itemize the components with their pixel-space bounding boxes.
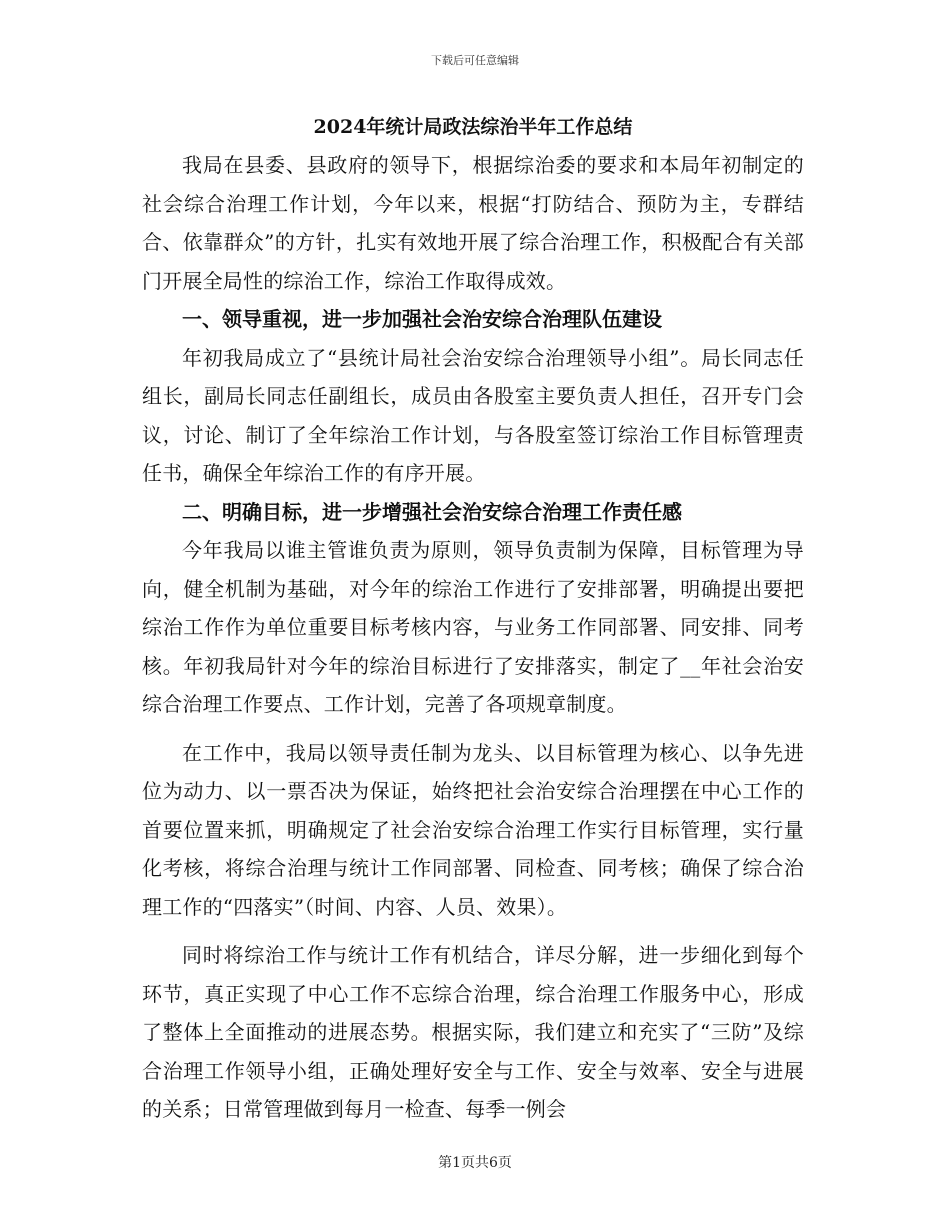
section-1-paragraph: 年初我局成立了“县统计局社会治安综合治理领导小组”。局长同志任组长，副局长同志任副组长，成员由各股室主要负责人担任，召开专门会议，讨论、制订了全年综治工作计划，与各股室签订综治工作目标管理责任书，确保全年综治工作的有序开展。: [142, 345, 804, 485]
section-1-heading: 一、领导重视，进一步加强社会治安综合治理队伍建设: [182, 307, 662, 331]
section-2-paragraph-3: 同时将综治工作与统计工作有机结合，详尽分解，进一步细化到每个环节，真正实现了中心工作不忘综合治理，综合治理工作服务中心，形成了整体上全面推动的进展态势。根据实际，我们建立和充实了“三防”及综合治理工作领导小组，正确处理好安全与工作、安全与效率、安全与进展的关系；日常管理做到每月一检查、每季一例会: [142, 943, 804, 1121]
section-2-heading: 二、明确目标，进一步增强社会治安综合治理工作责任感: [182, 499, 682, 524]
section-2-paragraph-2: 在工作中，我局以领导责任制为龙头、以目标管理为核心、以争先进位为动力、以一票否决为保证，始终把社会治安综合治理摆在中心工作的首要位置来抓，明确规定了社会治安综合治理工作实行目标管理，实行量化考核，将综合治理与统计工作同部署、同检查、同考核；确保了综合治理工作的“四落实”（时间、内容、人员、效果）。: [142, 740, 804, 919]
intro-paragraph: 我局在县委、县政府的领导下，根据综治委的要求和本局年初制定的社会综合治理工作计划，今年以来，根据“打防结合、预防为主，专群结合、依靠群众”的方针，扎实有效地开展了综合治理工作，积极配合有关部门开展全局性的综治工作，综治工作取得成效。: [142, 153, 804, 293]
header-note: 下载后可任意编辑: [431, 54, 519, 67]
document-title: 2024年统计局政法综治半年工作总结: [313, 116, 633, 138]
section-2-paragraph-1: 今年我局以谁主管谁负责为原则，领导负责制为保障，目标管理为导向，健全机制为基础，对今年的综治工作进行了安排部署，明确提出要把综治工作作为单位重要目标考核内容，与业务工作同部署、同安排、同考核。年初我局针对今年的综治目标进行了安排落实，制定了__年社会治安综合治理工作要点、工作计划，完善了各项规章制度。: [142, 538, 804, 716]
page-footer: 第1页共6页: [438, 1155, 512, 1171]
document-body: [142, 108, 804, 1129]
